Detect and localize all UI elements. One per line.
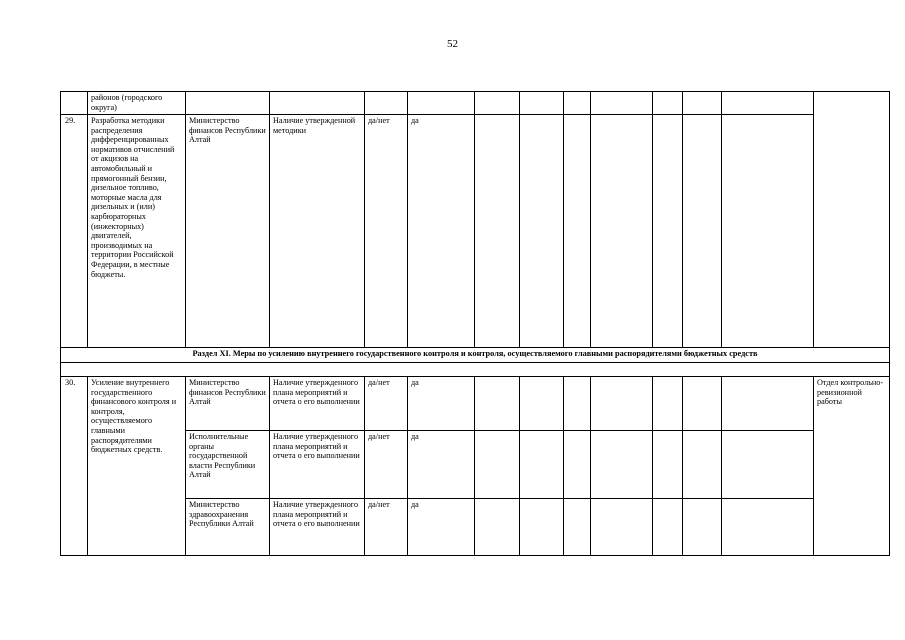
unit-cell: да/нет <box>365 377 408 431</box>
value-cell: да <box>408 499 475 556</box>
measure-cell: Разработка методики распределения дифференцированных нормативов отчислений от акцизов на автомобильный и прямогонный бензин, дизельное топливо, моторные масла для дизельных и (или) карбюраторных (инжекторных) двигателей, производимых на территории Российской Федерации, в местные бюджеты. <box>88 115 186 348</box>
measure-cell: районов (городского округа) <box>88 92 186 115</box>
indicator-cell: Наличие утвержденного плана мероприятий и отчета о его выполнении <box>270 377 365 431</box>
section-title: Раздел XI. Меры по усилению внутреннего государственного контроля и контроля, осуществляемого главными распорядителями бюджетных средств <box>61 348 890 363</box>
indicator-cell: Наличие утвержденного плана мероприятий и отчета о его выполнении <box>270 431 365 499</box>
measure-cell: Усиление внутреннего государственного финансового контроля и контроля, осуществляемого главными распорядителями бюджетных средств. <box>88 377 186 556</box>
indicator-cell: Наличие утвержденного плана мероприятий и отчета о его выполнении <box>270 499 365 556</box>
row-number: 30. <box>61 377 88 556</box>
executor-cell: Министерство финансов Республики Алтай <box>186 115 270 348</box>
measures-table <box>60 91 890 556</box>
value-cell: да <box>408 115 475 348</box>
unit-cell: да/нет <box>365 499 408 556</box>
value-cell: да <box>408 431 475 499</box>
table-row <box>61 431 890 499</box>
executor-cell: Министерство здравоохранения Республики Алтай <box>186 499 270 556</box>
table-row <box>61 499 890 556</box>
unit-cell: да/нет <box>365 431 408 499</box>
executor-cell: Исполнительные органы государственной власти Республики Алтай <box>186 431 270 499</box>
page-number: 52 <box>447 38 458 50</box>
table-row <box>61 115 890 348</box>
unit-cell: да/нет <box>365 115 408 348</box>
table-row <box>61 377 890 431</box>
table-row <box>61 92 890 115</box>
section-heading-row <box>61 348 890 363</box>
value-cell: да <box>408 377 475 431</box>
row-number: 29. <box>61 115 88 348</box>
responsible-cell: Отдел контрольно-ревизионной работы <box>814 377 890 556</box>
spacer-row <box>61 363 890 377</box>
executor-cell: Министерство финансов Республики Алтай <box>186 377 270 431</box>
indicator-cell: Наличие утвержденной методики <box>270 115 365 348</box>
